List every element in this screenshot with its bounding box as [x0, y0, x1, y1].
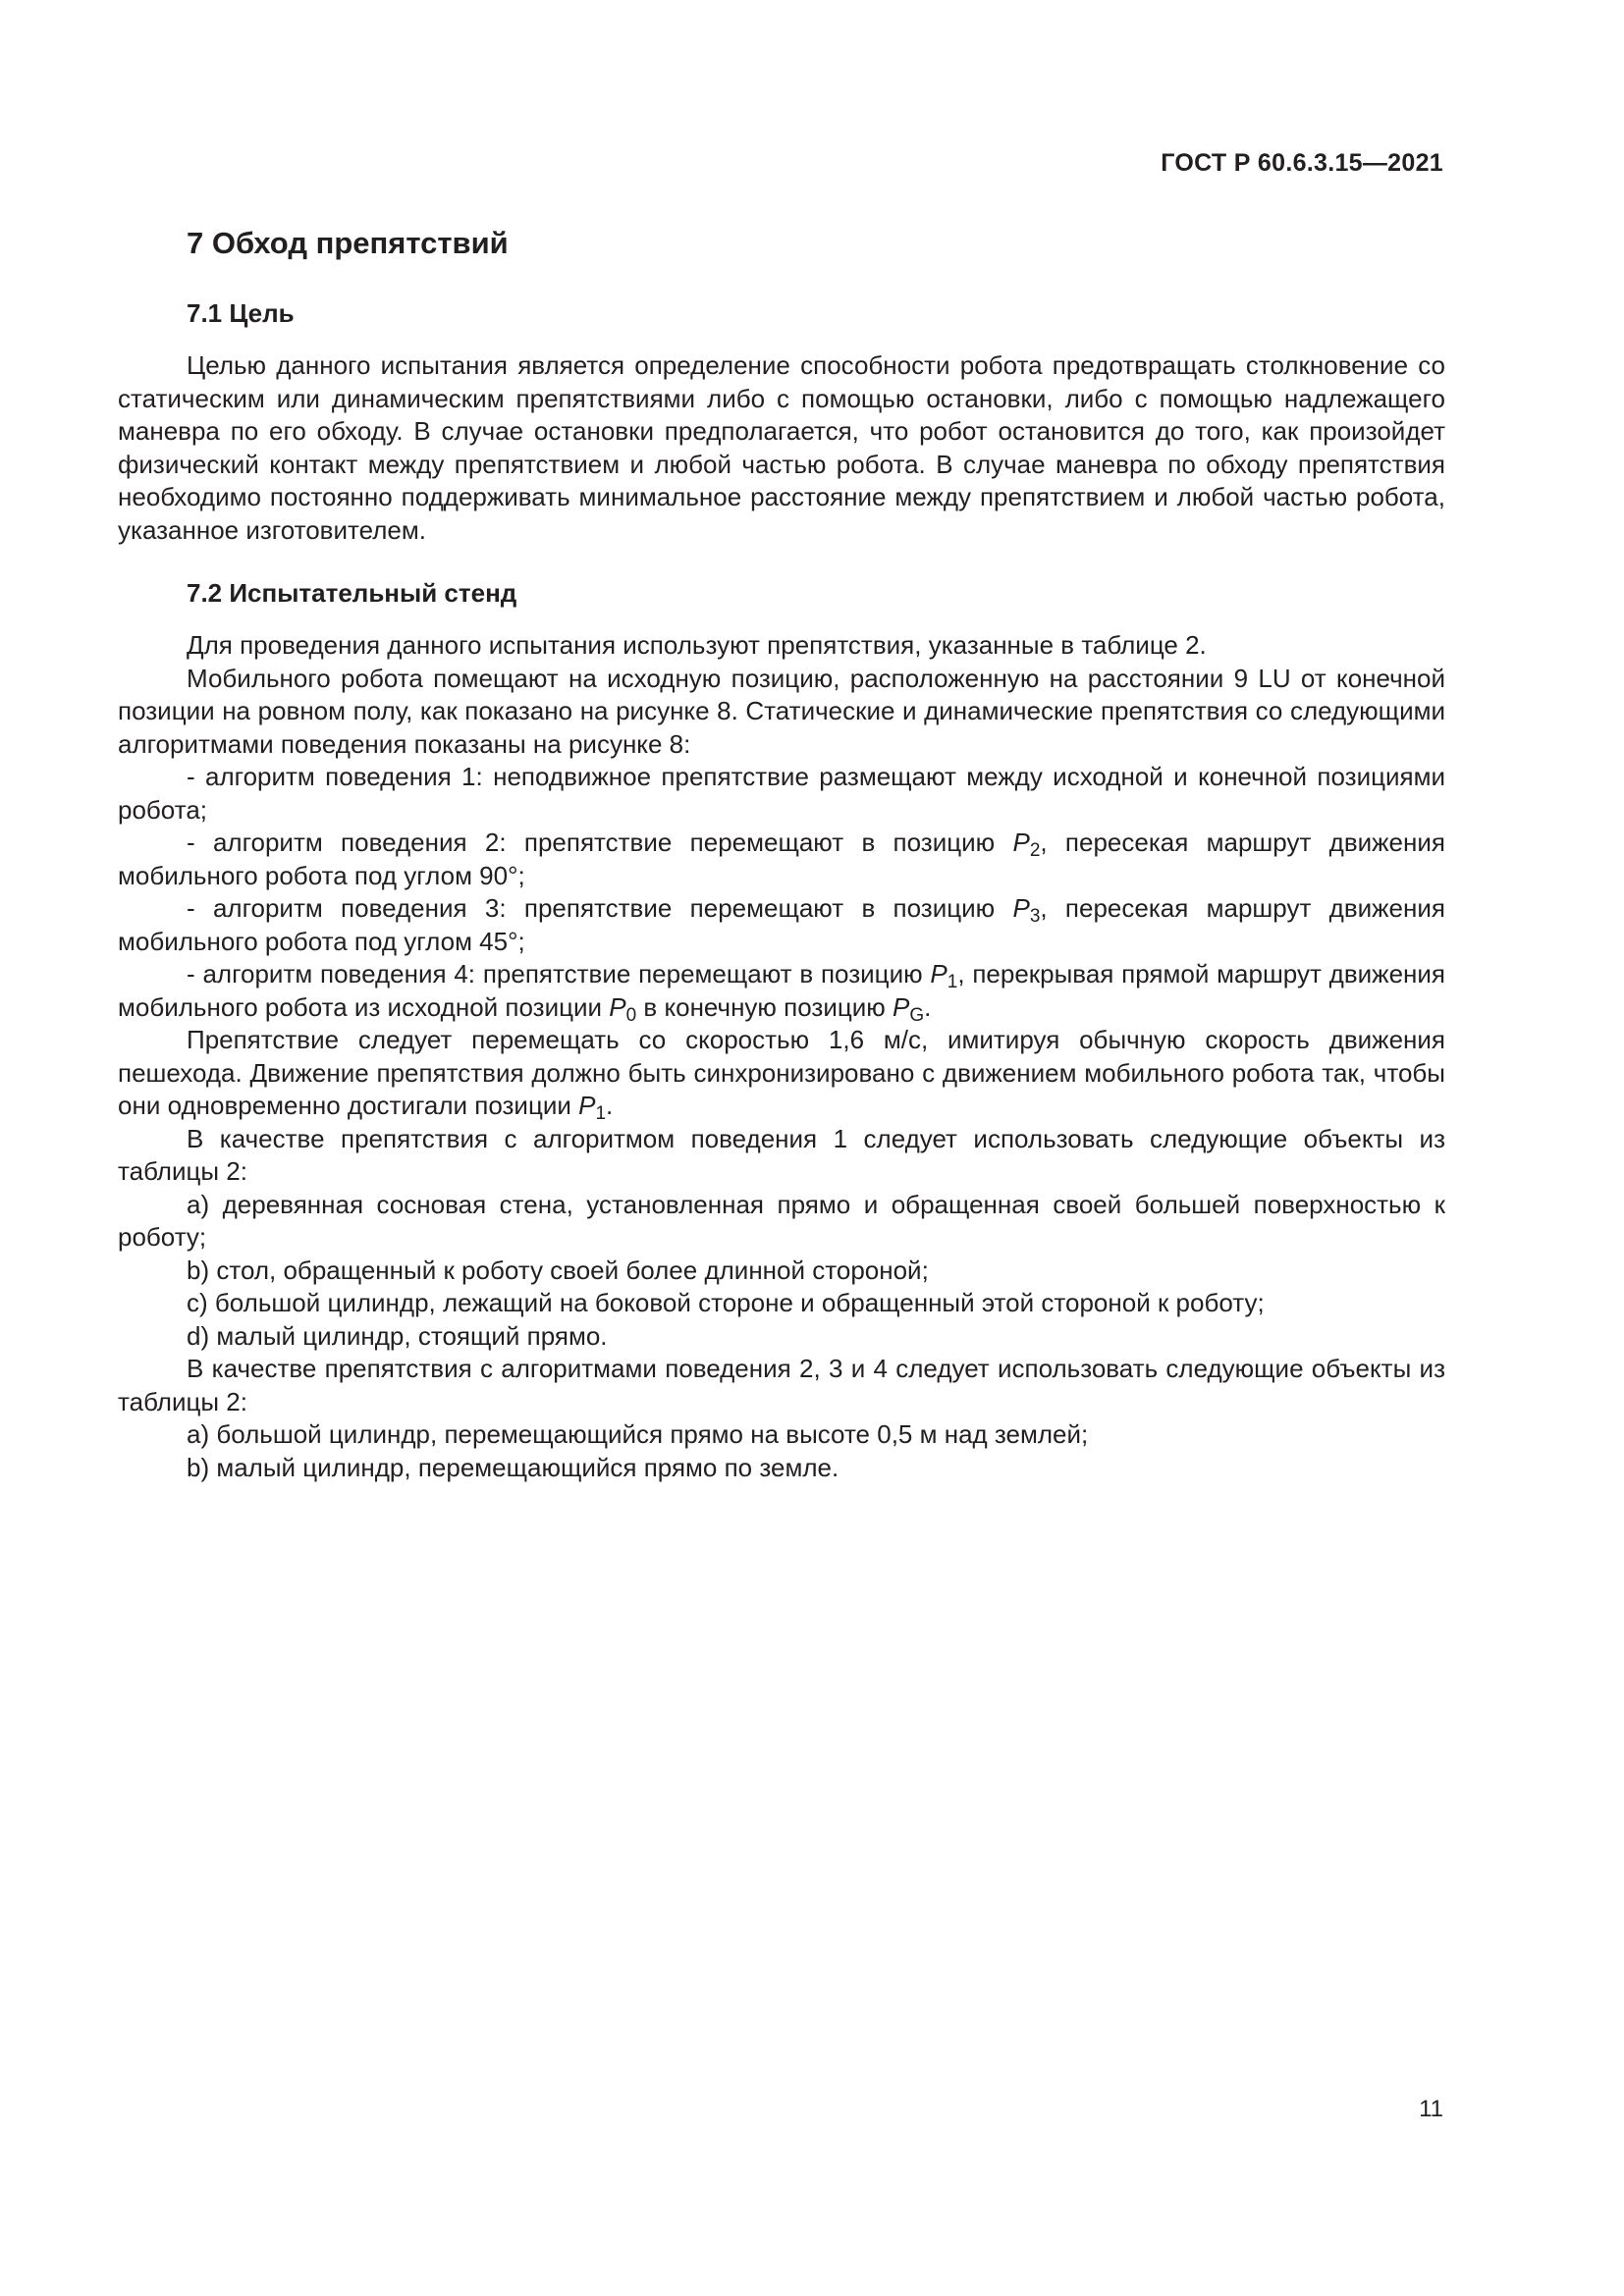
- list-item-algorithm-3: - алгоритм поведения 3: препятствие перемещают в позицию $P_3$, пересекая маршрут движения мобильного робота под углом 45°;: [118, 893, 1445, 956]
- subscript: 2: [1029, 840, 1041, 861]
- list-item: c) большой цилиндр, лежащий на боковой стороне и обращенный этой стороной к роботу;: [187, 1288, 1265, 1317]
- symbol-p: P: [1012, 893, 1030, 923]
- subscript: 0: [625, 1004, 637, 1026]
- page-number: 11: [1419, 2096, 1443, 2122]
- list-item: b) стол, обращенный к роботу своей более длинной стороной;: [187, 1255, 929, 1285]
- list-item-algorithm-4: - алгоритм поведения 4: препятствие перемещают в позицию $P_1$, перекрывая прямой маршрут движения мобильного робота из исходной позиции $P_0$ в конечную позицию $P_G$.: [118, 959, 1445, 1026]
- paragraph-7-1: Целью данного испытания является определение способности робота предотвращать столкновение со статическим или динамическим препятствиями либо с помощью остановки, либо с помощью надлежащего маневра по его обходу. В случае остановки предполагается, что робот остановится до того, как произойдет физический контакт между препятствием и любой частью робота. В случае маневра по обходу препятствия необходимо постоянно поддерживать минимальное расстояние между препятствием и любой частью робота, указанное изготовителем.: [118, 350, 1445, 545]
- symbol-p: P: [609, 991, 626, 1022]
- symbol-p: P: [1012, 828, 1030, 857]
- paragraph: В качестве препятствия с алгоритмом поведения 1 следует использовать следующие объекты из таблицы 2:: [118, 1123, 1445, 1186]
- list-item: a) большой цилиндр, перемещающийся прямо на высоте 0,5 м над землей;: [187, 1419, 1089, 1449]
- list-item: d) малый цилиндр, стоящий прямо.: [187, 1320, 608, 1351]
- subscript: G: [909, 1004, 925, 1026]
- subsection-title-7-1: 7.1 Цель: [187, 298, 295, 328]
- standard-code: ГОСТ Р 60.6.3.15—2021: [1161, 149, 1443, 177]
- section-title: 7 Обход препятствий: [187, 226, 509, 260]
- symbol-p: P: [578, 1091, 596, 1120]
- subscript: 1: [947, 972, 958, 992]
- subscript: 3: [1029, 906, 1041, 927]
- page-content: [118, 224, 1445, 1484]
- paragraph: Для проведения данного испытания используют препятствия, указанные в таблице 2.: [187, 630, 1207, 660]
- symbol-p: P: [893, 991, 910, 1022]
- paragraph: В качестве препятствия с алгоритмами поведения 2, 3 и 4 следует использовать следующие объекты из таблицы 2:: [118, 1354, 1445, 1416]
- paragraph: Мобильного робота помещают на исходную позицию, расположенную на расстоянии 9 LU от конечной позиции на ровном полу, как показано на рисунке 8. Статические и динамические препятствия со следующими алгоритмами поведения показаны на рисунке 8:: [118, 663, 1445, 759]
- symbol-p: P: [930, 959, 947, 988]
- paragraph-speed: Препятствие следует перемещать со скоростью 1,6 м/с, имитируя обычную скорость движения пешехода. Движение препятствия должно быть синхронизировано с движением мобильного робота так, чтобы они одновременно достигали позиции $P_1$.: [118, 1025, 1445, 1124]
- list-item-algorithm-1: - алгоритм поведения 1: неподвижное препятствие размещают между исходной и конечной позициями робота;: [118, 762, 1445, 825]
- list-item: b) малый цилиндр, перемещающийся прямо по земле.: [187, 1452, 839, 1482]
- list-item-algorithm-2: - алгоритм поведения 2: препятствие перемещают в позицию $P_2$, пересекая маршрут движения мобильного робота под углом 90°;: [118, 828, 1445, 890]
- subsection-title-7-2: 7.2 Испытательный стенд: [187, 578, 517, 608]
- list-item: a) деревянная сосновая стена, установленная прямо и обращенная своей большей поверхностью к роботу;: [118, 1189, 1445, 1252]
- subscript: 1: [595, 1103, 607, 1124]
